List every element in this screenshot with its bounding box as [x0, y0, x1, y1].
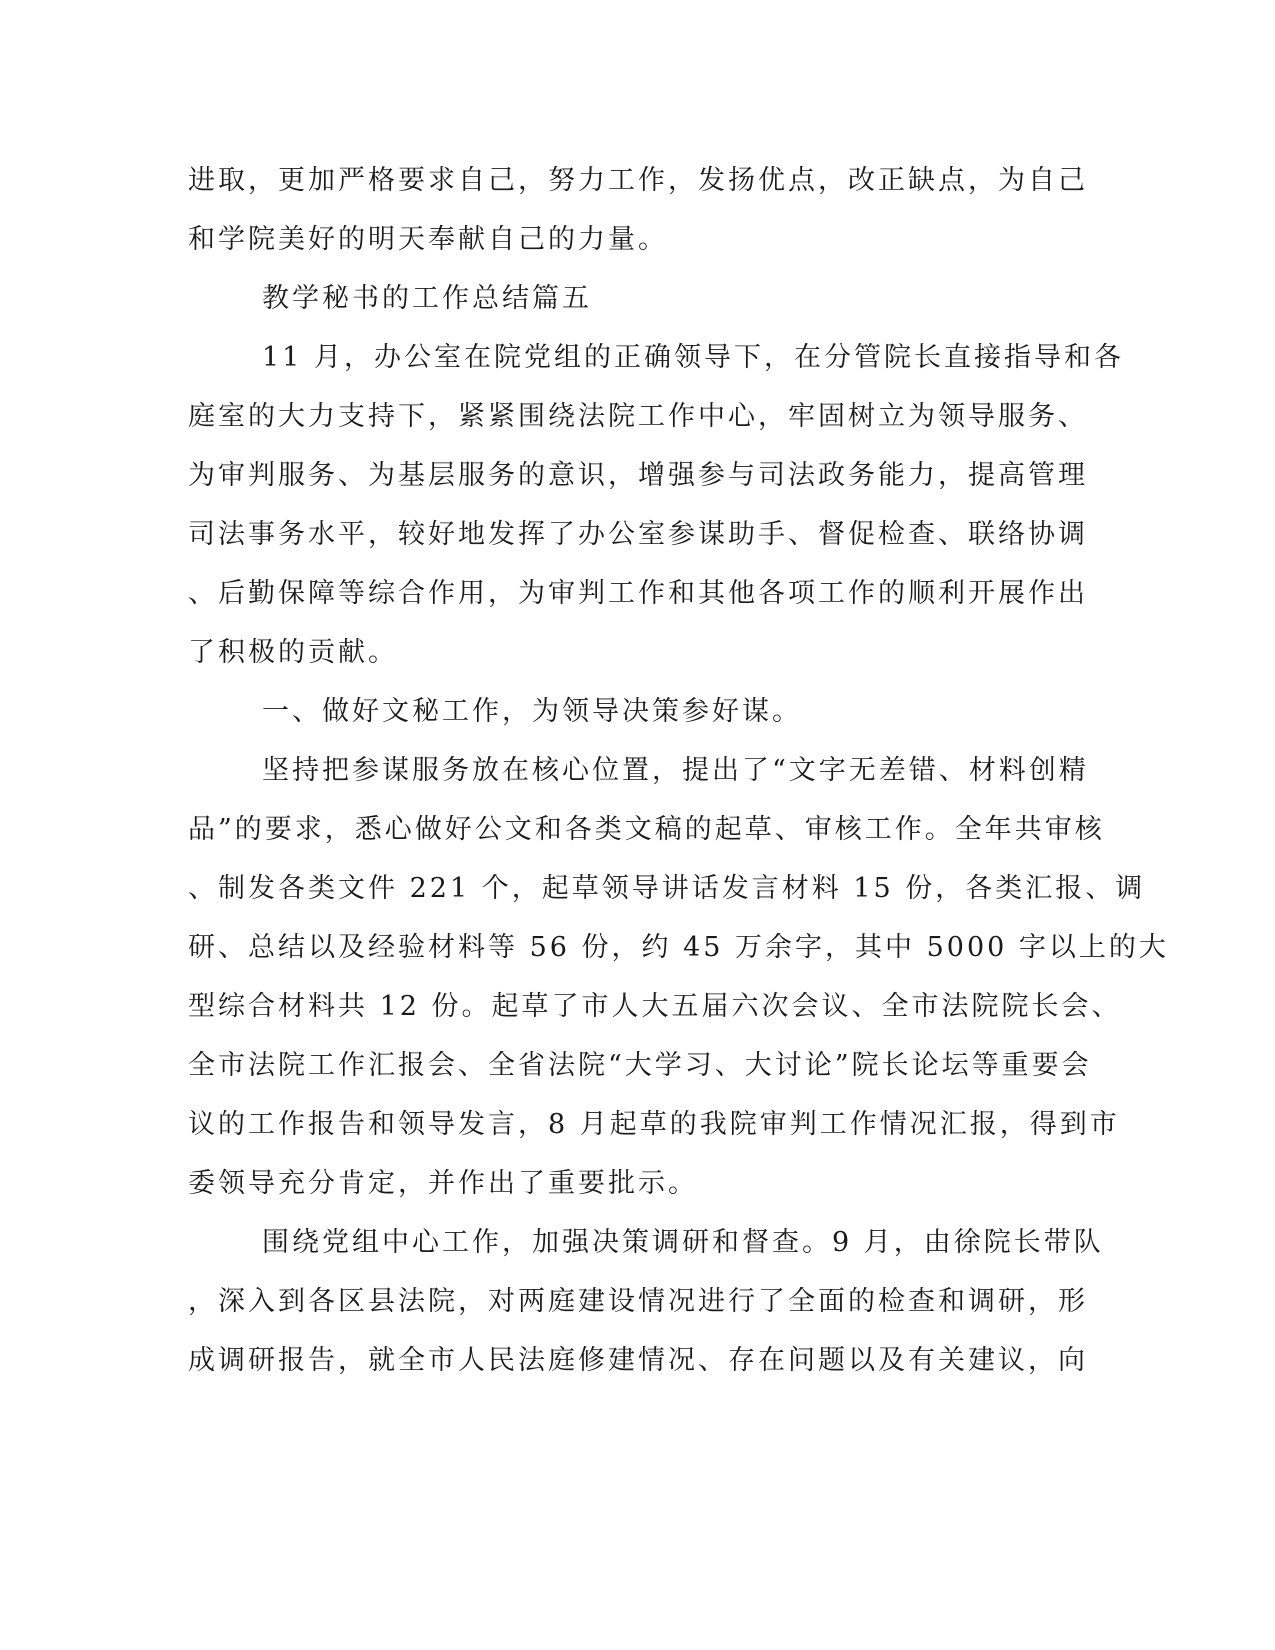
text-line: 了积极的贡献。 — [188, 637, 398, 668]
text-line: 进取，更加严格要求自己，努力工作，发扬优点，改正缺点，为自己 — [188, 165, 1088, 196]
text-line: 议的工作报告和领导发言，8 月起草的我院审判工作情况汇报，得到市 — [188, 1109, 1120, 1140]
text-line: 、制发各类文件 221 个，起草领导讲话发言材料 15 份，各类汇报、调 — [188, 873, 1146, 904]
text-line: 和学院美好的明天奉献自己的力量。 — [188, 224, 668, 255]
text-line: 成调研报告，就全市人民法庭修建情况、存在问题以及有关建议，向 — [188, 1345, 1088, 1376]
text-line: 围绕党组中心工作，加强决策调研和督查。9 月，由徐院长带队 — [262, 1227, 1104, 1258]
text-line: 型综合材料共 12 份。起草了市人大五届六次会议、全市法院院长会、 — [188, 991, 1122, 1022]
text-line: 委领导充分肯定，并作出了重要批示。 — [188, 1168, 698, 1199]
text-line: 为审判服务、为基层服务的意识，增强参与司法政务能力，提高管理 — [188, 460, 1088, 491]
text-line: 全市法院工作汇报会、全省法院“大学习、大讨论”院长论坛等重要会 — [188, 1050, 1092, 1081]
text-line: 司法事务水平，较好地发挥了办公室参谋助手、督促检查、联络协调 — [188, 519, 1088, 550]
subsection-heading: 一、做好文秘工作，为领导决策参好谋。 — [262, 696, 802, 727]
text-line: 品”的要求，悉心做好公文和各类文稿的起草、审核工作。全年共审核 — [188, 814, 1105, 845]
section-heading: 教学秘书的工作总结篇五 — [262, 283, 592, 314]
text-line: 研、总结以及经验材料等 56 份，约 45 万余字，其中 5000 字以上的大 — [188, 932, 1169, 963]
text-line: 11 月，办公室在院党组的正确领导下，在分管院长直接指导和各 — [262, 342, 1124, 373]
text-line: ，深入到各区县法院，对两庭建设情况进行了全面的检查和调研，形 — [188, 1286, 1088, 1317]
text-line: 、后勤保障等综合作用，为审判工作和其他各项工作的顺利开展作出 — [188, 578, 1088, 609]
text-line: 坚持把参谋服务放在核心位置，提出了“文字无差错、材料创精 — [262, 755, 1089, 786]
text-line: 庭室的大力支持下，紧紧围绕法院工作中心，牢固树立为领导服务、 — [188, 401, 1088, 432]
